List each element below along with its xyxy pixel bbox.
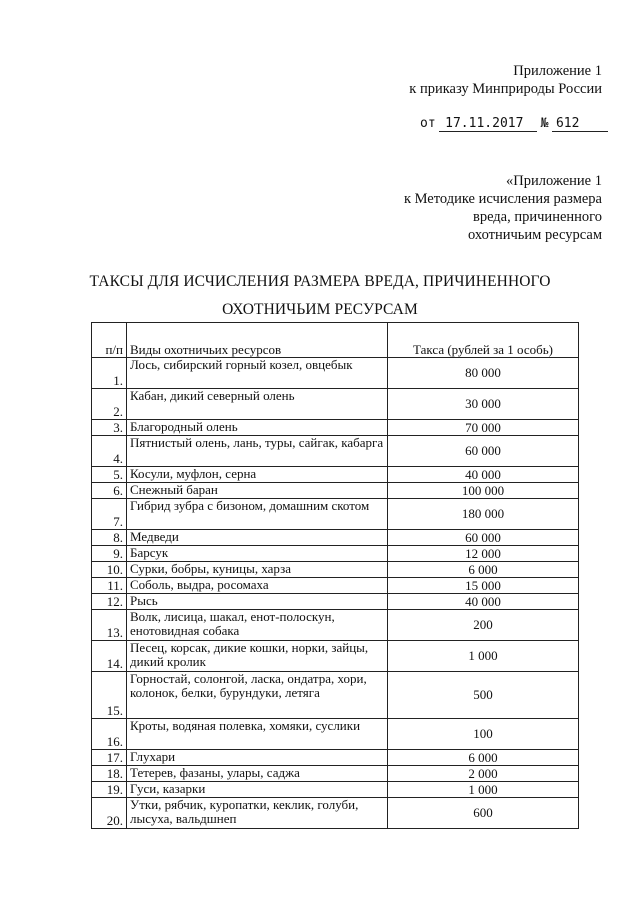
rate-value: 40 000	[388, 594, 579, 610]
table-row	[92, 358, 579, 389]
rate-value: 200	[388, 610, 579, 641]
row-number: 14.	[92, 641, 127, 672]
column-header-rate: Такса (рублей за 1 особь)	[388, 323, 579, 358]
table-row	[92, 467, 579, 483]
table-row	[92, 594, 579, 610]
table-row	[92, 530, 579, 546]
methodology-line-1: «Приложение 1	[506, 173, 602, 189]
row-number: 7.	[92, 499, 127, 530]
rate-value: 500	[388, 672, 579, 719]
species-name: Тетерев, фазаны, улары, саджа	[127, 766, 388, 782]
species-name: Пятнистый олень, лань, туры, сайгак, кабарга	[127, 436, 388, 467]
rate-value: 6 000	[388, 750, 579, 766]
table-row	[92, 389, 579, 420]
rate-value: 1 000	[388, 782, 579, 798]
species-name: Глухари	[127, 750, 388, 766]
rate-value: 12 000	[388, 546, 579, 562]
methodology-header	[404, 172, 602, 244]
table-row	[92, 610, 579, 641]
order-date: 17.11.2017	[439, 116, 537, 132]
species-name: Кабан, дикий северный олень	[127, 389, 388, 420]
species-name: Лось, сибирский горный козел, овцебык	[127, 358, 388, 389]
row-number: 19.	[92, 782, 127, 798]
species-name: Горностай, солонгой, ласка, ондатра, хори, колонок, белки, бурундуки, летяга	[127, 672, 388, 719]
species-name: Рысь	[127, 594, 388, 610]
rate-value: 100	[388, 719, 579, 750]
rate-value: 70 000	[388, 420, 579, 436]
column-header-species: Виды охотничьих ресурсов	[127, 323, 388, 358]
date-prefix: от	[420, 116, 436, 131]
row-number: 12.	[92, 594, 127, 610]
table-row	[92, 766, 579, 782]
table-header-row	[92, 323, 579, 358]
rate-value: 40 000	[388, 467, 579, 483]
rate-value: 15 000	[388, 578, 579, 594]
rate-value: 6 000	[388, 562, 579, 578]
row-number: 5.	[92, 467, 127, 483]
table-row	[92, 719, 579, 750]
species-name: Гибрид зубра с бизоном, домашним скотом	[127, 499, 388, 530]
table-row	[92, 546, 579, 562]
table-row	[92, 798, 579, 829]
table-body	[92, 358, 579, 829]
rate-value: 60 000	[388, 436, 579, 467]
title-line-2: ОХОТНИЧЬИМ РЕСУРСАМ	[222, 301, 418, 318]
order-date-number	[420, 116, 608, 132]
document-title	[0, 272, 640, 328]
table-row	[92, 499, 579, 530]
species-name: Кроты, водяная полевка, хомяки, суслики	[127, 719, 388, 750]
appendix-header	[409, 62, 602, 98]
species-name: Гуси, казарки	[127, 782, 388, 798]
row-number: 4.	[92, 436, 127, 467]
row-number: 9.	[92, 546, 127, 562]
row-number: 18.	[92, 766, 127, 782]
row-number: 20.	[92, 798, 127, 829]
row-number: 15.	[92, 672, 127, 719]
rate-value: 80 000	[388, 358, 579, 389]
rate-value: 600	[388, 798, 579, 829]
species-name: Барсук	[127, 546, 388, 562]
species-name: Соболь, выдра, росомаха	[127, 578, 388, 594]
species-name: Медведи	[127, 530, 388, 546]
row-number: 16.	[92, 719, 127, 750]
appendix-label: Приложение 1	[513, 63, 602, 79]
species-name: Снежный баран	[127, 483, 388, 499]
rate-value: 60 000	[388, 530, 579, 546]
table-row	[92, 782, 579, 798]
table-row	[92, 672, 579, 719]
rates-table	[91, 322, 579, 829]
rate-value: 100 000	[388, 483, 579, 499]
row-number: 3.	[92, 420, 127, 436]
methodology-line-3: вреда, причиненного	[472, 209, 602, 225]
order-reference: к приказу Минприроды России	[409, 81, 602, 97]
order-number: 612	[552, 116, 608, 132]
species-name: Утки, рябчик, куропатки, кеклик, голуби, лысуха, вальдшнеп	[127, 798, 388, 829]
species-name: Сурки, бобры, куницы, харза	[127, 562, 388, 578]
title-line-1: ТАКСЫ ДЛЯ ИСЧИСЛЕНИЯ РАЗМЕРА ВРЕДА, ПРИЧИНЕННОГО	[89, 273, 551, 290]
rate-value: 1 000	[388, 641, 579, 672]
number-prefix: №	[540, 116, 549, 131]
column-header-number: п/п	[92, 323, 127, 358]
row-number: 2.	[92, 389, 127, 420]
species-name: Песец, корсак, дикие кошки, норки, зайцы, дикий кролик	[127, 641, 388, 672]
row-number: 17.	[92, 750, 127, 766]
row-number: 6.	[92, 483, 127, 499]
row-number: 10.	[92, 562, 127, 578]
table-row	[92, 750, 579, 766]
methodology-line-4: охотничьим ресурсам	[468, 227, 602, 243]
table-row	[92, 641, 579, 672]
species-name: Волк, лисица, шакал, енот-полоскун, енотовидная собака	[127, 610, 388, 641]
table-row	[92, 420, 579, 436]
methodology-line-2: к Методике исчисления размера	[403, 191, 602, 207]
species-name: Благородный олень	[127, 420, 388, 436]
table-row	[92, 562, 579, 578]
rate-value: 180 000	[388, 499, 579, 530]
rate-value: 2 000	[388, 766, 579, 782]
table-row	[92, 483, 579, 499]
row-number: 11.	[92, 578, 127, 594]
row-number: 8.	[92, 530, 127, 546]
rate-value: 30 000	[388, 389, 579, 420]
table-row	[92, 436, 579, 467]
row-number: 13.	[92, 610, 127, 641]
row-number: 1.	[92, 358, 127, 389]
table-row	[92, 578, 579, 594]
species-name: Косули, муфлон, серна	[127, 467, 388, 483]
